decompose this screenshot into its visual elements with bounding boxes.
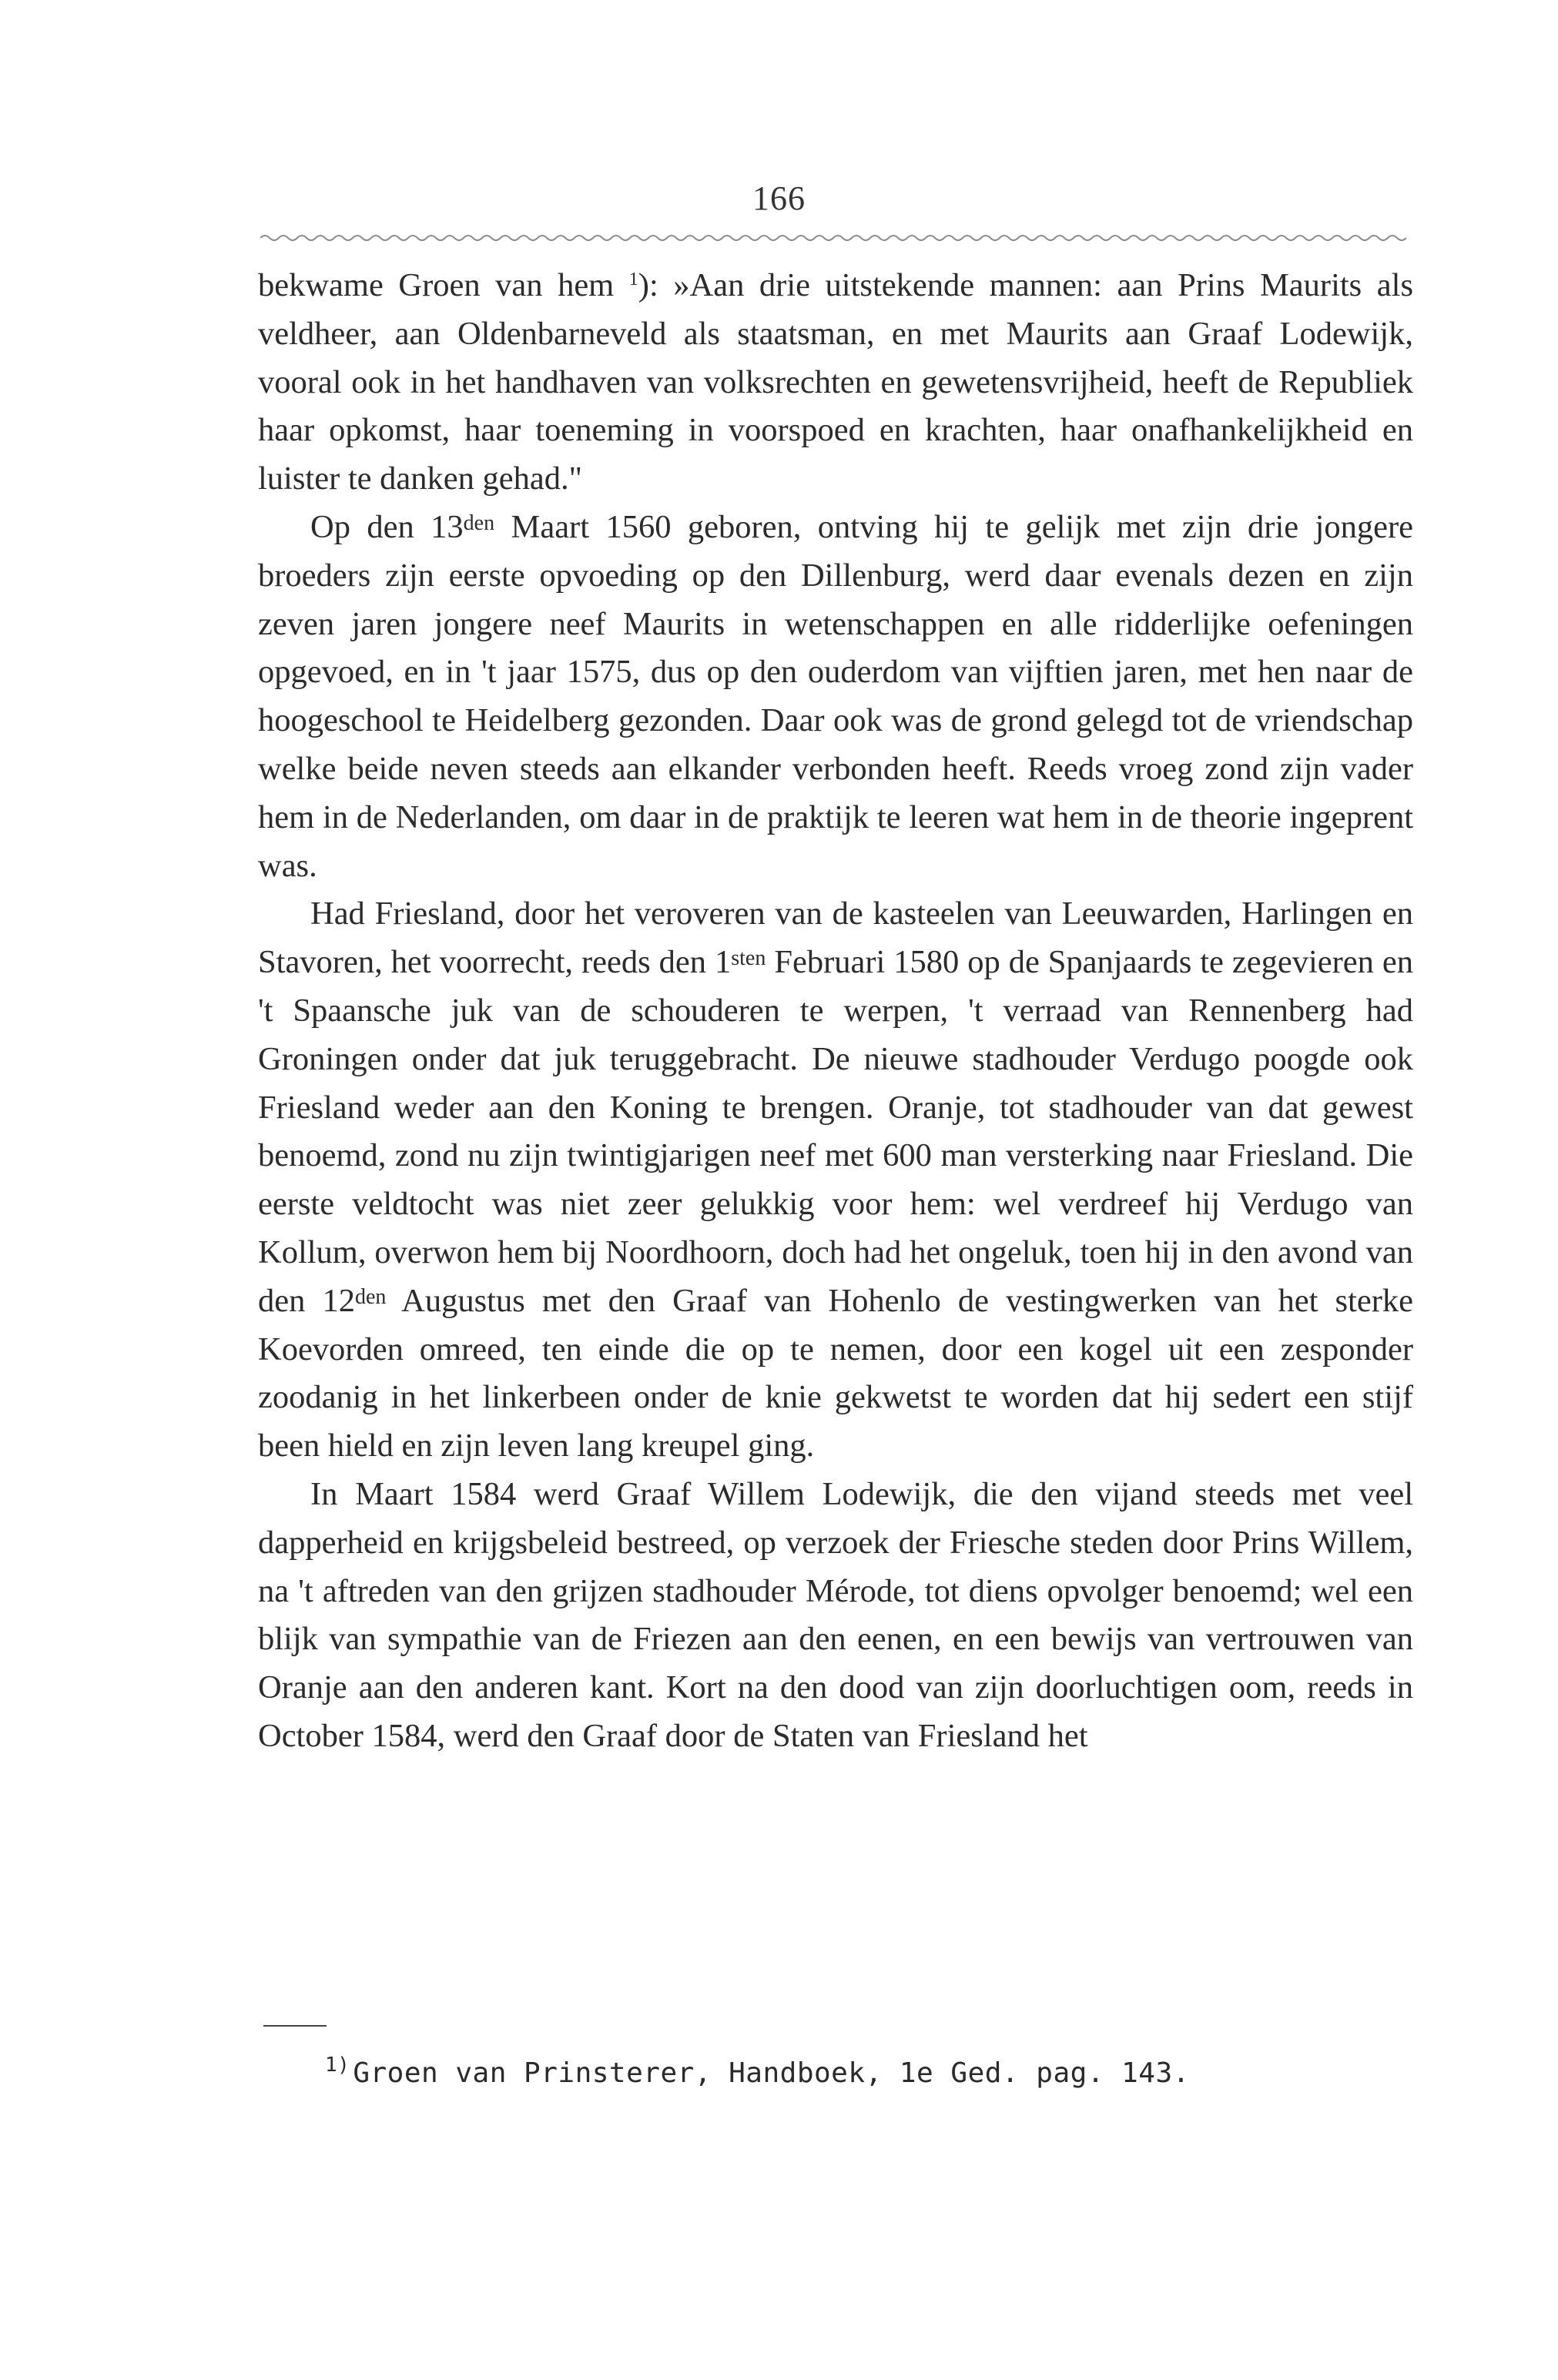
paragraph-2: Op den $13^{den}$ Maart 1560 geboren, ontving hij te gelijk met zijn drie jongere broeders zijn eerste opvoeding op den Dillenburg, werd daar evenals dezen en zijn zeven jaren jongere neef Maurits in wetenschappen en alle ridderlijke oefeningen opgevoed, en in 't jaar 1575, dus op den ouderdom van vijftien jaren, met hen naar de hoogeschool te Heidelberg gezonden. Daar ook was de grond gelegd tot de vriendschap welke beide neven steeds aan elkander verbonden heeft. Reeds vroeg zond zijn vader hem in de Nederlanden, om daar in de praktijk te leeren wat hem in de theorie ingeprent was. xyxy=(258,508,1413,884)
page-number: 166 xyxy=(752,179,806,217)
footnote xyxy=(325,2048,1190,2090)
paragraph-3: Had Friesland, door het veroveren van de kasteelen van Leeuwarden, Harlingen en Stavoren, het voorrecht, reeds den $1^{sten}$ Februari 1580 op de Spanjaards te zegevieren en 't Spaansche juk van de schouderen te werpen, 't verraad van Rennenberg had Groningen onder dat juk teruggebracht. De nieuwe stadhouder Verdugo poogde ook Friesland weder aan den Koning te brengen. Oranje, tot stadhouder van dat gewest benoemd, zond nu zijn twintigjarigen neef met 600 man versterking naar Friesland. Die eerste veldtocht was niet zeer gelukkig voor hem: wel verdreef hij Verdugo van Kollum, overwon hem bij Noordhoorn, doch had het ongeluk, toen hij in den avond van den $12^{den}$ Augustus met den Graaf van Hohenlo de vestingwerken van het sterke Koevorden omreed, ten einde die op te nemen, door een kogel uit een zesponder zoodanig in het linkerbeen onder de knie gekwetst te worden dat hij sedert een stijf been hield en zijn leven lang kreupel ging. xyxy=(258,895,1413,1464)
footnote-reference: 1 xyxy=(628,269,638,290)
paragraph-4: In Maart 1584 werd Graaf Willem Lodewijk, die den vijand steeds met veel dapperheid en krijgsbeleid bestreed, op verzoek der Friesche steden door Prins Willem, na 't aftreden van den grijzen stadhouder Mérode, tot diens opvolger benoemd; wel een blijk van sympathie van de Friezen aan den eenen, en een bewijs van vertrouwen van Oranje aan den anderen kant. Kort na den dood van zijn doorluchtigen oom, reeds in October 1584, werd den Graaf door de Staten van Friesland het xyxy=(258,1475,1413,1754)
footnote-mark: 1) xyxy=(325,2054,350,2077)
paragraph-1: bekwame Groen van hem $^1$): »Aan drie uitstekende mannen: aan Prins Maurits als veldheer, aan Oldenbarneveld als staatsman, en met Maurits aan Graaf Lodewijk, vooral ook in het handhaven van volksrechten en gewetensvrijheid, heeft de Republiek haar opkomst, haar toeneming in voorspoed en krachten, haar onafhankelijkheid en luister te danken gehad." xyxy=(258,267,1413,497)
body-text xyxy=(258,262,1413,1761)
footnote-text: Groen van Prinsterer, Handboek, 1e Ged. pag. 143. xyxy=(353,2057,1190,2089)
footnote-divider xyxy=(263,2025,327,2027)
decorative-wavy-rule xyxy=(260,233,1409,243)
